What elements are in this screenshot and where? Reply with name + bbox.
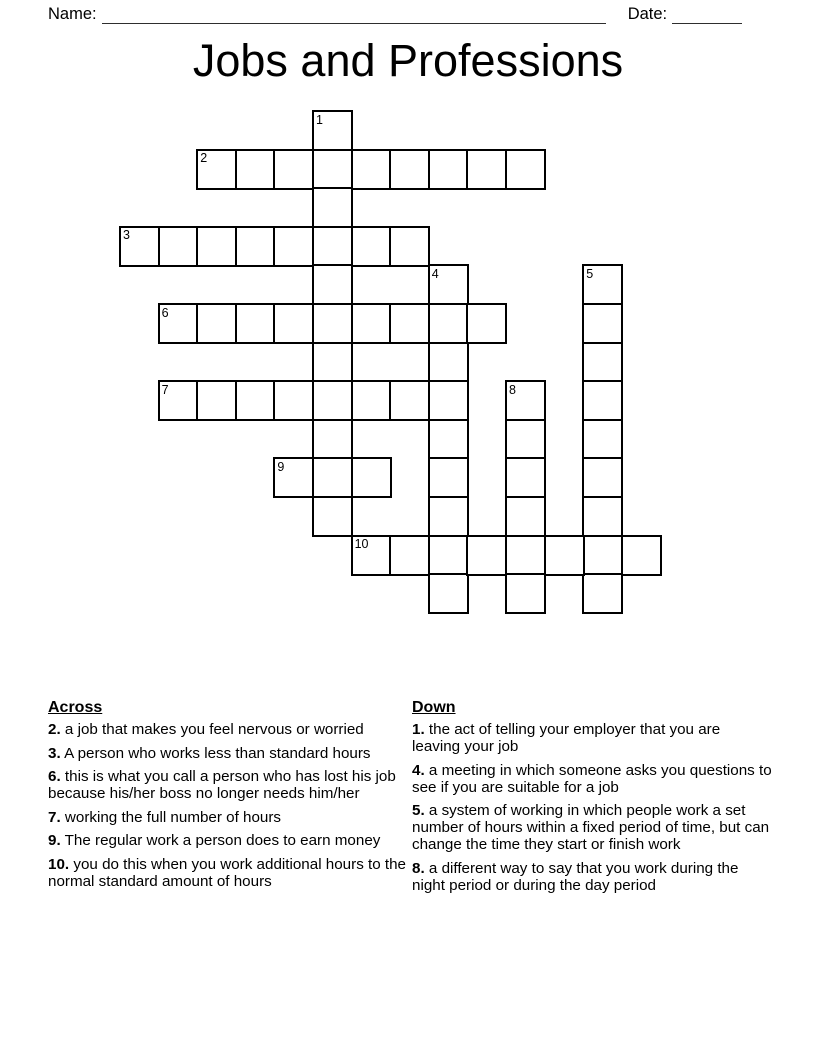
grid-cell — [312, 380, 353, 421]
grid-cell — [428, 342, 469, 383]
grid-cell — [196, 303, 237, 344]
grid-cell — [582, 264, 623, 305]
clue-item — [48, 856, 410, 890]
clue-text: working the full number of hours — [64, 808, 282, 826]
clue-text: a job that makes you feel nervous or worried — [64, 721, 364, 738]
clue-item — [412, 721, 772, 755]
grid-cell — [621, 535, 662, 576]
clue-number-label: 8. — [412, 859, 425, 877]
clue-number-label: 6. — [48, 768, 61, 785]
clue-text: you do this when you work additional hours to the normal standard amount of hours — [48, 855, 407, 890]
clue-number: 2 — [200, 151, 208, 166]
clue-item — [48, 832, 410, 849]
grid-cell — [158, 380, 199, 421]
grid-cell — [273, 303, 314, 344]
clue-number: 4 — [431, 266, 439, 281]
grid-cell — [505, 380, 546, 421]
grid-cell — [273, 149, 314, 190]
grid-cell — [235, 380, 276, 421]
grid-cell — [119, 226, 160, 267]
grid-cell — [312, 264, 353, 305]
clue-number: 10 — [354, 537, 369, 552]
grid-cell — [158, 303, 199, 344]
clue-item — [412, 762, 772, 796]
grid-cell — [428, 264, 469, 305]
clue-number-label: 5. — [412, 802, 425, 819]
grid-cell — [235, 226, 276, 267]
clue-text: the act of telling your employer that you are leaving your job — [412, 721, 721, 755]
clue-item — [48, 809, 410, 826]
grid-cell — [312, 457, 353, 498]
grid-cell — [582, 496, 623, 537]
down-clues-section — [412, 699, 772, 900]
across-clues-section — [48, 699, 410, 896]
clue-text: this is what you call a person who has lost his job because his/her boss no longer needs him/her — [48, 768, 396, 802]
grid-cell — [389, 535, 430, 576]
grid-cell — [466, 535, 507, 576]
page-title: Jobs and Professions — [192, 35, 624, 86]
grid-cell — [466, 303, 507, 344]
grid-cell — [312, 226, 353, 267]
clue-number: 3 — [123, 228, 130, 243]
grid-cell — [505, 573, 546, 614]
grid-cell — [389, 226, 430, 267]
grid-cell — [389, 380, 430, 421]
grid-cell — [505, 535, 546, 576]
clue-number-label: 3. — [48, 744, 61, 762]
grid-cell — [351, 303, 392, 344]
name-label: Name: — [48, 5, 97, 23]
grid-cell — [351, 457, 392, 498]
clue-number-label: 9. — [48, 832, 61, 849]
grid-cell — [389, 303, 430, 344]
name-blank-line — [102, 5, 606, 24]
grid-cell — [582, 535, 623, 576]
clue-text: a system of working in which people work a set number of hours within a fixed period of time, but can change the time they start or finish work — [412, 802, 770, 853]
grid-cell — [196, 149, 237, 190]
clue-number: 1 — [316, 112, 323, 127]
grid-cell — [158, 226, 199, 267]
clue-text: a different way to say that you work during the night period or during the day period — [412, 859, 739, 894]
grid-cell — [312, 496, 353, 537]
clue-number-label: 2. — [48, 721, 61, 738]
crossword-grid — [119, 110, 662, 614]
clue-item — [412, 860, 772, 894]
clue-number: 5 — [586, 266, 594, 281]
date-blank-line — [672, 5, 742, 24]
grid-cell — [505, 149, 546, 190]
clue-item — [412, 802, 772, 853]
clue-number: 9 — [277, 459, 285, 474]
down-heading: Down — [412, 699, 456, 716]
grid-cell — [312, 303, 353, 344]
grid-cell — [312, 419, 353, 460]
date-label: Date: — [627, 5, 668, 23]
grid-cell — [428, 573, 469, 614]
grid-cell — [273, 226, 314, 267]
clue-text: The regular work a person does to earn money — [64, 832, 381, 849]
grid-cell — [582, 419, 623, 460]
grid-cell — [273, 380, 314, 421]
grid-cell — [273, 457, 314, 498]
clue-number-label: 10. — [48, 855, 70, 873]
grid-cell — [582, 380, 623, 421]
grid-cell — [428, 496, 469, 537]
grid-cell — [235, 149, 276, 190]
grid-cell — [351, 226, 392, 267]
clue-number-label: 1. — [412, 721, 425, 738]
grid-cell — [196, 380, 237, 421]
grid-cell — [351, 149, 392, 190]
grid-cell — [235, 303, 276, 344]
grid-cell — [582, 573, 623, 614]
clue-text: A person who works less than standard hours — [64, 744, 371, 762]
grid-cell — [312, 110, 353, 151]
grid-cell — [505, 419, 546, 460]
clue-number: 8 — [509, 382, 516, 397]
grid-cell — [428, 419, 469, 460]
grid-cell — [428, 457, 469, 498]
grid-cell — [428, 303, 469, 344]
grid-cell — [582, 342, 623, 383]
grid-cell — [428, 380, 469, 421]
grid-cell — [582, 303, 623, 344]
grid-cell — [582, 457, 623, 498]
clue-item — [48, 745, 410, 762]
grid-cell — [196, 226, 237, 267]
grid-cell — [389, 149, 430, 190]
grid-cell — [544, 535, 585, 576]
worksheet-header — [48, 2, 742, 24]
grid-cell — [312, 187, 353, 228]
grid-cell — [312, 342, 353, 383]
clue-number-label: 4. — [412, 761, 425, 779]
clue-number: 6 — [161, 305, 169, 320]
grid-cell — [466, 149, 507, 190]
across-heading: Across — [48, 699, 103, 716]
grid-cell — [351, 380, 392, 421]
clue-item — [48, 721, 410, 738]
clue-number: 7 — [161, 382, 169, 397]
grid-cell — [312, 149, 353, 190]
grid-cell — [505, 457, 546, 498]
clue-number-label: 7. — [48, 808, 61, 826]
clue-item — [48, 768, 410, 802]
clue-text: a meeting in which someone asks you questions to see if you are suitable for a job — [412, 761, 772, 796]
grid-cell — [428, 535, 469, 576]
grid-cell — [428, 149, 469, 190]
grid-cell — [351, 535, 392, 576]
grid-cell — [505, 496, 546, 537]
